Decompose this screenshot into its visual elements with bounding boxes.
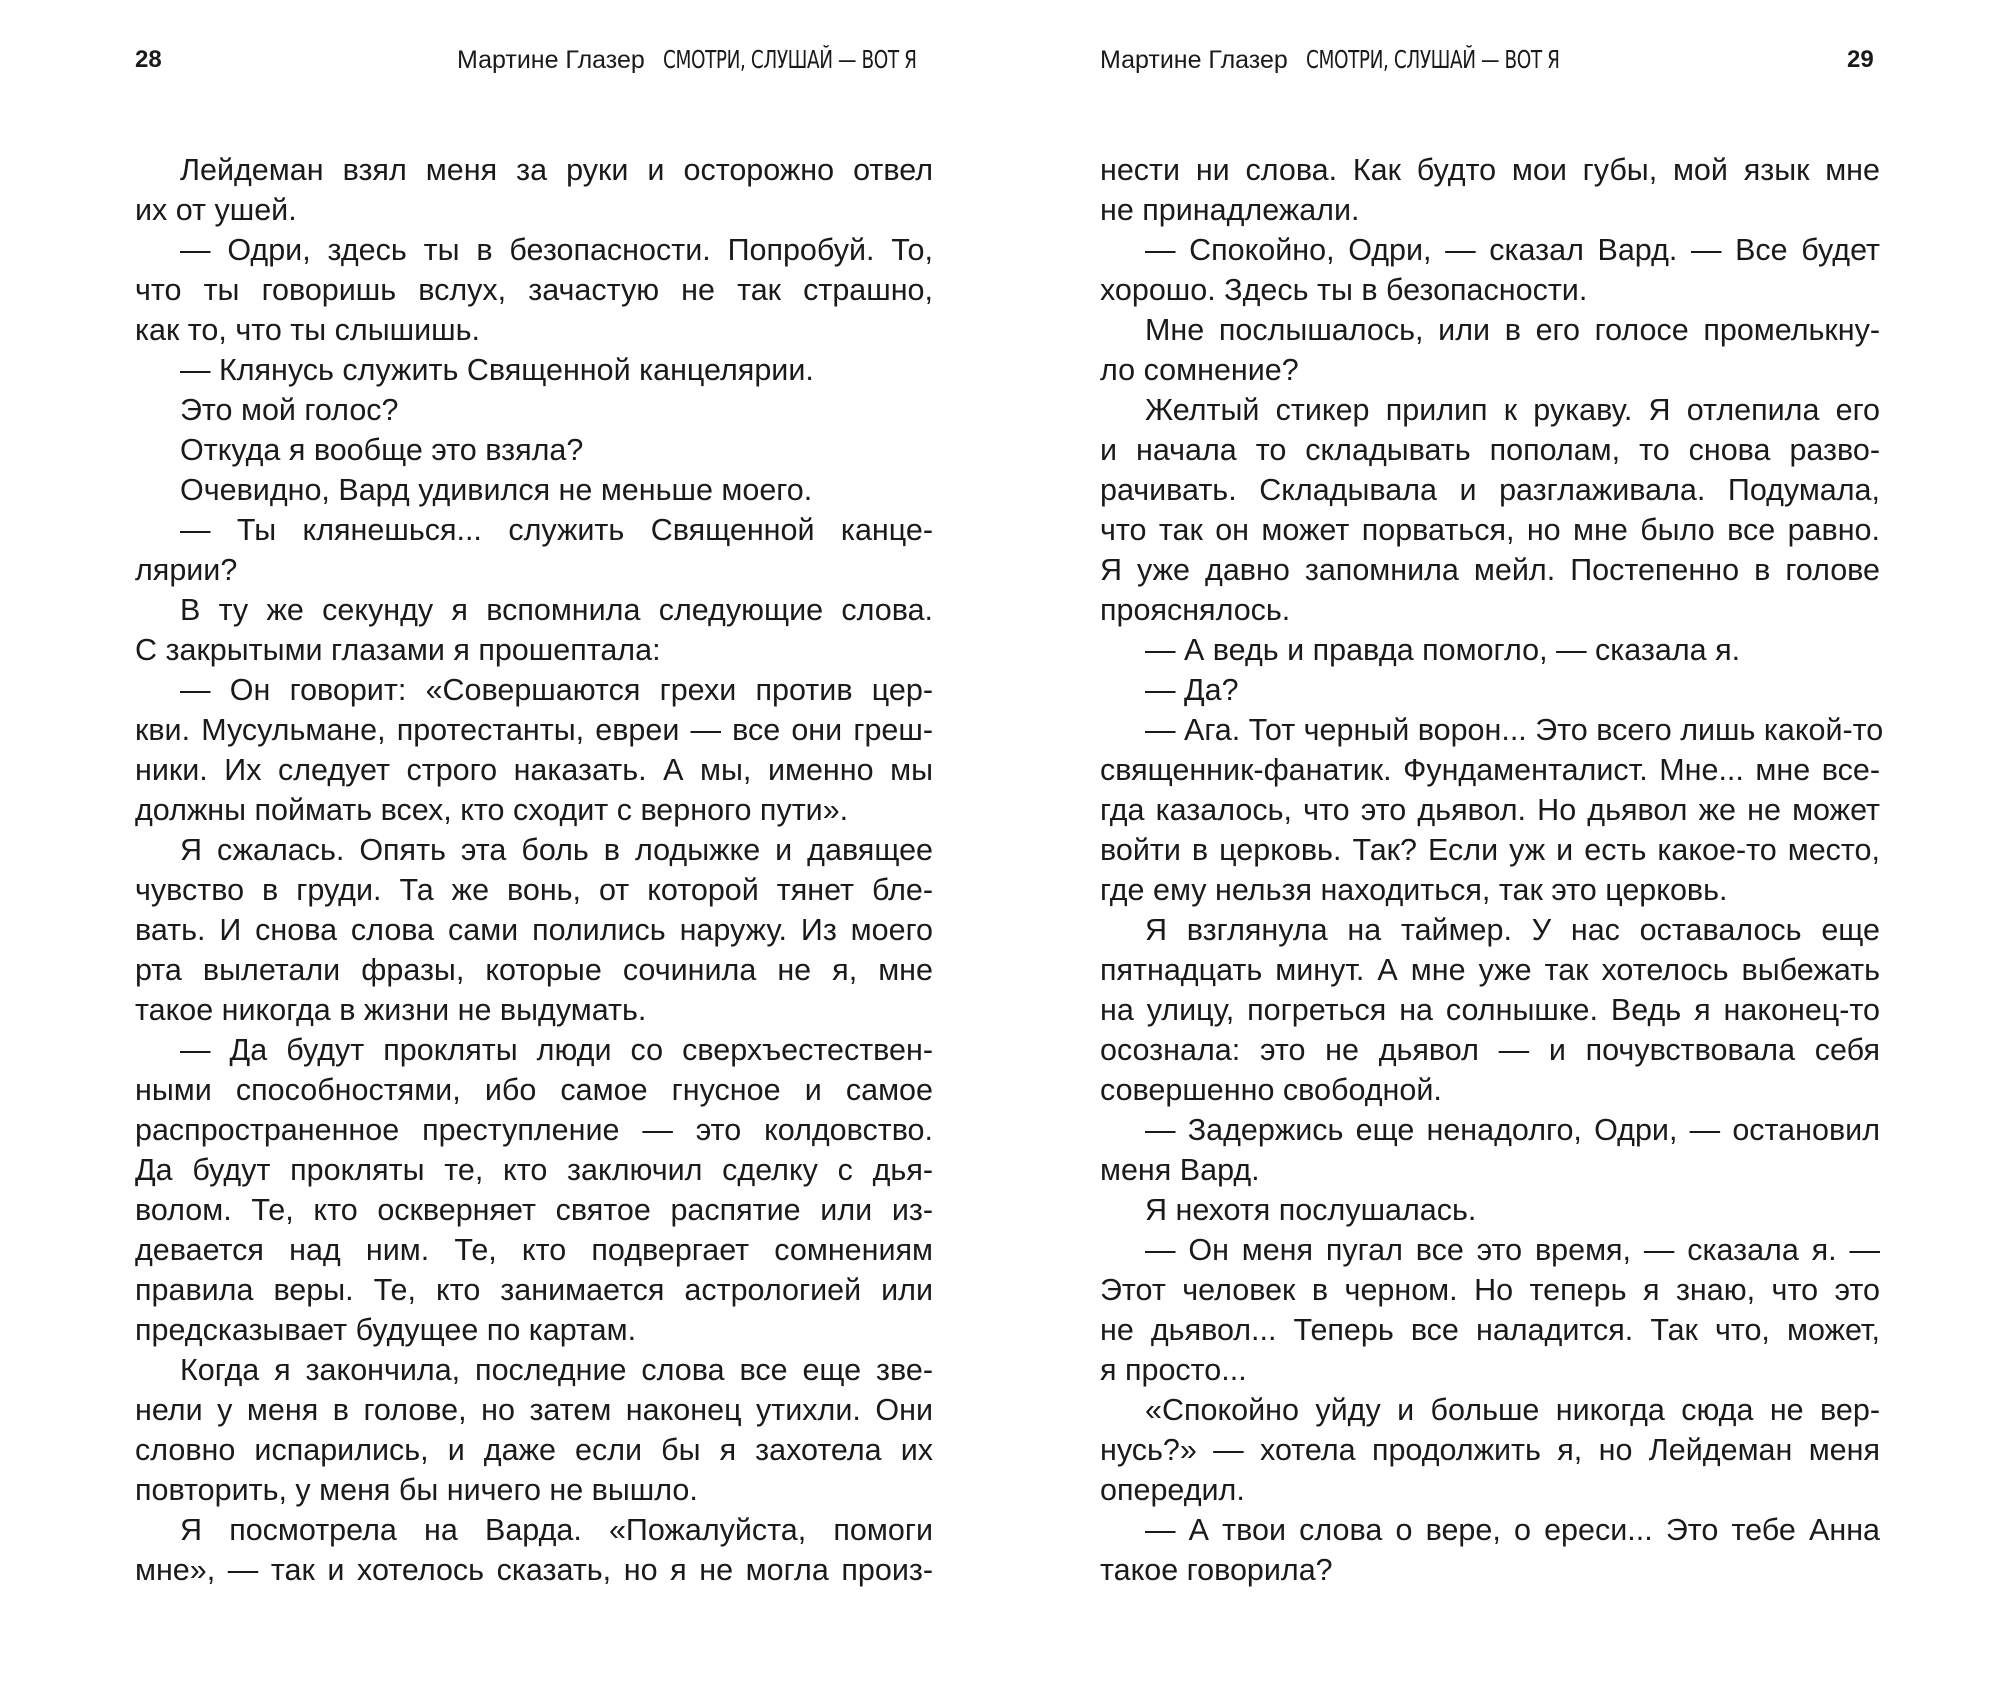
text-line: не принадлежали. <box>1100 193 1360 227</box>
header-author: Мартине Глазер <box>457 46 645 74</box>
text-line: В ту же секунду я вспомнила следующие слова. <box>180 593 933 627</box>
text-line: где ему нельзя находиться, так это церковь. <box>1100 873 1728 907</box>
text-line: словно испарились, и даже если бы я захотела их <box>135 1433 933 1467</box>
text-line: прояснялось. <box>1100 593 1291 627</box>
text-line: чувство в груди. Та же вонь, от которой тянет бле- <box>135 873 933 907</box>
text-line: Да будут прокляты те, кто заключил сделку с дья- <box>135 1153 933 1187</box>
text-line: кви. Мусульмане, протестанты, евреи — все они греш- <box>135 713 933 747</box>
text-line: Желтый стикер прилип к рукаву. Я отлепила его <box>1145 393 1880 427</box>
text-line: нусь?» — хотела продолжить я, но Лейдеман меня <box>1100 1433 1880 1467</box>
text-line: «Спокойно уйду и больше никогда сюда не вер- <box>1145 1393 1880 1427</box>
text-line: Я нехотя послушалась. <box>1145 1193 1477 1227</box>
header-author: Мартине Глазер <box>1100 46 1288 74</box>
text-line: я просто... <box>1100 1353 1247 1387</box>
text-line: — Да будут прокляты люди со сверхъестествен- <box>180 1033 933 1067</box>
text-line: — Спокойно, Одри, — сказал Вард. — Все будет <box>1145 233 1880 267</box>
page-number: 29 <box>1847 46 1874 73</box>
text-line: осознала: это не дьявол — и почувствовала себя <box>1100 1033 1880 1067</box>
text-line: С закрытыми глазами я прошептала: <box>135 633 661 667</box>
text-line: правила веры. Те, кто занимается астрологией или <box>135 1273 933 1307</box>
text-line: — Ты клянешься... служить Священной канце- <box>180 513 933 547</box>
text-line: Я взглянула на таймер. У нас оставалось еще <box>1145 913 1880 947</box>
text-line: на улицу, погреться на солнышке. Ведь я наконец-то <box>1100 993 1880 1027</box>
text-line: Я посмотрела на Варда. «Пожалуйста, помоги <box>180 1513 933 1547</box>
text-line: совершенно свободной. <box>1100 1073 1442 1107</box>
text-line: такое говорила? <box>1100 1553 1333 1587</box>
text-line: — Он меня пугал все это время, — сказала я. — <box>1145 1233 1880 1267</box>
text-line: Очевидно, Вард удивился не меньше моего. <box>180 473 813 507</box>
text-line: войти в церковь. Так? Если уж и есть какое-то место, <box>1100 833 1880 867</box>
text-line: ными способностями, ибо самое гнусное и самое <box>135 1073 933 1107</box>
page-number: 28 <box>135 46 162 73</box>
text-line: нести ни слова. Как будто мои губы, мой язык мне <box>1100 153 1880 187</box>
text-line: лярии? <box>135 553 238 587</box>
text-line: — Да? <box>1145 673 1239 707</box>
running-header <box>457 40 972 80</box>
body-text <box>1100 150 1884 1590</box>
text-line: такое никогда в жизни не выдумать. <box>135 993 647 1027</box>
header-title: СМОТРИ, СЛУШАЙ — ВОТ Я <box>1305 45 1560 74</box>
text-line: Лейдеман взял меня за руки и осторожно отвел <box>180 153 933 187</box>
text-line: — А ведь и правда помогло, — сказала я. <box>1145 633 1741 667</box>
text-line: повторить, у меня бы ничего не вышло. <box>135 1473 698 1507</box>
body-text <box>135 150 933 1590</box>
text-line: меня Вард. <box>1100 1153 1260 1187</box>
text-line: — А твои слова о вере, о ереси... Это тебе Анна <box>1145 1513 1880 1547</box>
text-line: не дьявол... Теперь все наладится. Так что, может, <box>1100 1313 1880 1347</box>
text-line: Это мой голос? <box>180 393 399 427</box>
text-line: мне», — так и хотелось сказать, но я не могла произ- <box>135 1553 933 1587</box>
text-line: рачивать. Складывала и разглаживала. Подумала, <box>1100 473 1880 507</box>
running-header <box>1100 40 1615 80</box>
text-line: Я сжалась. Опять эта боль в лодыжке и давящее <box>180 833 933 867</box>
text-line: нели у меня в голове, но затем наконец утихли. Они <box>135 1393 933 1427</box>
text-line: должны поймать всех, кто сходит с верного пути». <box>135 793 849 827</box>
text-line: что ты говоришь вслух, зачастую не так страшно, <box>135 273 933 307</box>
text-line: и начала то складывать пополам, то снова разво- <box>1100 433 1880 467</box>
text-line: вать. И снова слова сами полились наружу. Из моего <box>135 913 933 947</box>
text-line: девается над ним. Те, кто подвергает сомнениям <box>135 1233 933 1267</box>
text-line: — Клянусь служить Священной канцелярии. <box>180 353 814 387</box>
text-line: ники. Их следует строго наказать. А мы, именно мы <box>135 753 933 787</box>
header-title: СМОТРИ, СЛУШАЙ — ВОТ Я <box>662 45 917 74</box>
text-line: ло сомнение? <box>1100 353 1299 387</box>
text-line: опередил. <box>1100 1473 1245 1507</box>
text-line: Этот человек в черном. Но теперь я знаю, что это <box>1100 1273 1880 1307</box>
text-line: гда казалось, что это дьявол. Но дьявол же не может <box>1100 793 1880 827</box>
text-line: рта вылетали фразы, которые сочинила не я, мне <box>135 953 933 987</box>
right-page <box>1000 0 2000 1692</box>
text-line: волом. Те, кто оскверняет святое распятие или из- <box>135 1193 933 1227</box>
text-line: — Задержись еще ненадолго, Одри, — остановил <box>1145 1113 1880 1147</box>
text-line: их от ушей. <box>135 193 297 227</box>
text-line: Когда я закончила, последние слова все еще зве- <box>180 1353 933 1387</box>
text-line: хорошо. Здесь ты в безопасности. <box>1100 273 1588 307</box>
text-line: — Одри, здесь ты в безопасности. Попробуй. То, <box>180 233 933 267</box>
text-line: — Он говорит: «Совершаются грехи против цер- <box>180 673 933 707</box>
text-line: распространенное преступление — это колдовство. <box>135 1113 933 1147</box>
text-line: Мне послышалось, или в его голосе промелькну- <box>1145 313 1880 347</box>
text-line: Откуда я вообще это взяла? <box>180 433 584 467</box>
text-line: пятнадцать минут. А мне уже так хотелось выбежать <box>1100 953 1880 987</box>
text-line: предсказывает будущее по картам. <box>135 1313 637 1347</box>
text-line: что так он может порваться, но мне было все равно. <box>1100 513 1880 547</box>
text-line: Я уже давно запомнила мейл. Постепенно в голове <box>1100 553 1880 587</box>
text-line: священник-фанатик. Фундаменталист. Мне... мне все- <box>1100 753 1880 787</box>
text-line: — Ага. Тот черный ворон... Это всего лишь какой-то <box>1145 713 1884 747</box>
text-line: как то, что ты слышишь. <box>135 313 480 347</box>
